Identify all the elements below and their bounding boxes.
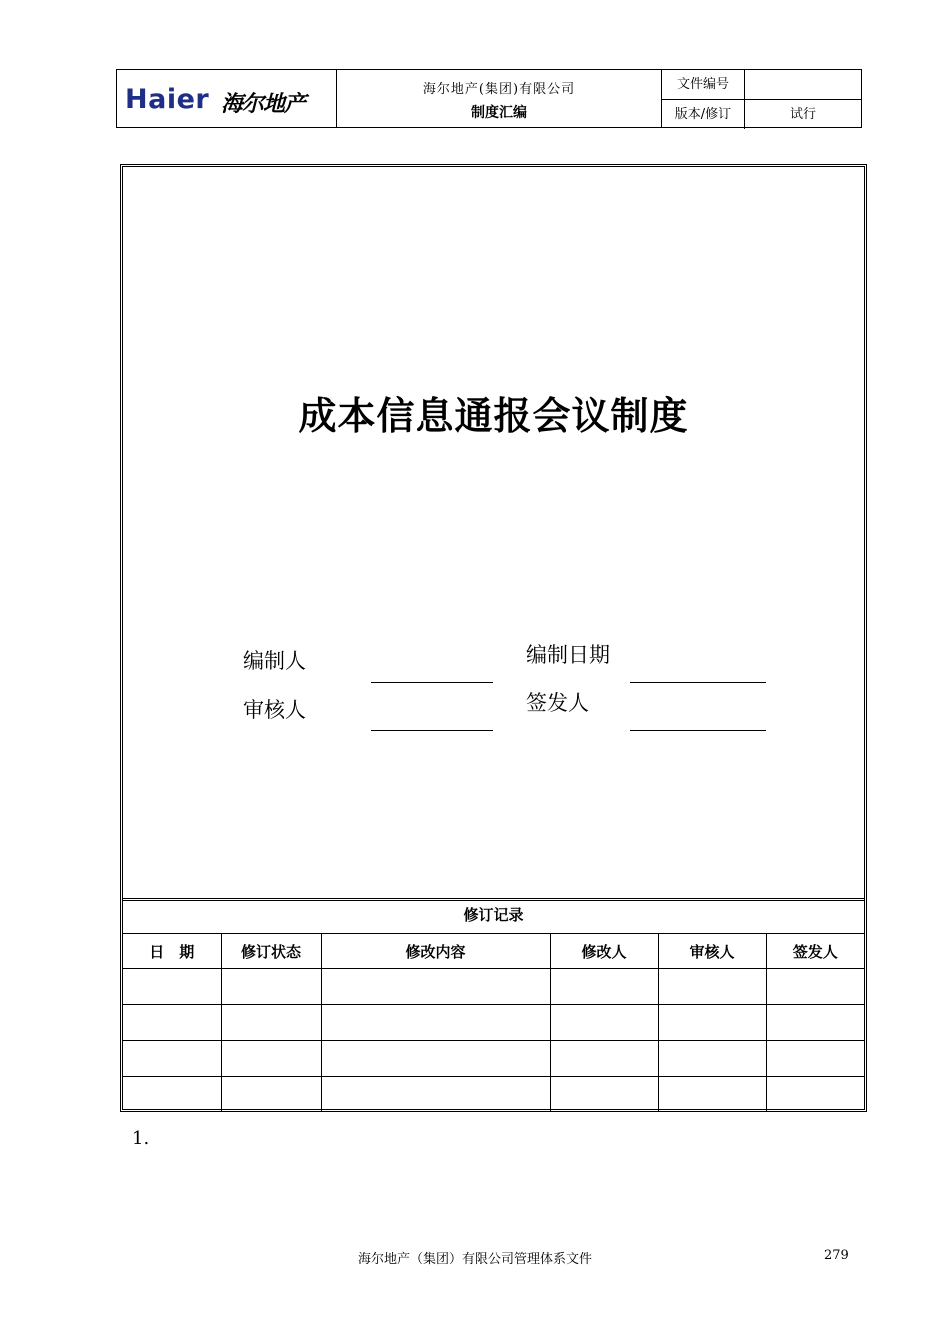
table-cell: [321, 1041, 550, 1077]
company-name: 海尔地产(集团)有限公司: [422, 82, 576, 97]
table-cell: [321, 969, 550, 1005]
table-cell: [550, 969, 658, 1005]
compiler-label: 编制人: [243, 649, 306, 673]
column-header-reviewer: 审核人: [658, 934, 766, 969]
table-cell: [123, 969, 221, 1005]
doc-number-label: 文件编号: [662, 70, 745, 99]
compile-date-label: 编制日期: [526, 643, 610, 667]
table-cell: [658, 1005, 766, 1041]
table-cell: [766, 969, 864, 1005]
revision-header-row: [123, 934, 864, 969]
table-cell: [550, 1077, 658, 1113]
reviewer-signature-line: [371, 730, 493, 731]
table-row: [123, 1041, 864, 1077]
table-cell: [321, 1077, 550, 1113]
logo-cell: [117, 70, 337, 127]
haier-realestate-logo-text: 海尔地产: [221, 92, 306, 117]
table-cell: [321, 1005, 550, 1041]
version-row: [662, 100, 861, 129]
header-title-cell: [337, 70, 662, 127]
table-cell: [550, 1005, 658, 1041]
table-cell: [766, 1077, 864, 1113]
version-value: 试行: [789, 107, 816, 122]
column-header-status: 修订状态: [221, 934, 321, 969]
issuer-label: 签发人: [526, 691, 589, 715]
compile-date-line: [630, 682, 766, 683]
document-series: 制度汇编: [471, 105, 527, 121]
table-row: [123, 1005, 864, 1041]
table-cell: [658, 1077, 766, 1113]
table-cell: [123, 1077, 221, 1113]
column-header-issuer: 签发人: [766, 934, 864, 969]
table-cell: [550, 1041, 658, 1077]
page-footer: 海尔地产（集团）有限公司管理体系文件: [357, 1252, 592, 1267]
cover-frame: [120, 164, 867, 1112]
header-meta-cell: [662, 70, 861, 127]
column-header-content: 修改内容: [321, 934, 550, 969]
page-number: 279: [824, 1248, 849, 1263]
compiler-signature-line: [371, 682, 493, 683]
doc-number-row: [662, 70, 861, 100]
doc-number-value: [745, 70, 861, 99]
table-cell: [221, 969, 321, 1005]
document-title: 成本信息通报会议制度: [298, 394, 689, 438]
table-cell: [123, 1041, 221, 1077]
table-cell: [123, 1005, 221, 1041]
table-cell: [221, 1041, 321, 1077]
reviewer-label: 审核人: [243, 698, 306, 722]
haier-logo: Haier: [125, 84, 210, 115]
table-row: [123, 1077, 864, 1113]
revision-record-title: 修订记录: [463, 906, 524, 924]
column-header-modifier: 修改人: [550, 934, 658, 969]
issuer-signature-line: [630, 730, 766, 731]
version-label: 版本/修订: [662, 100, 745, 129]
table-cell: [658, 969, 766, 1005]
list-item-number: 1.: [132, 1128, 150, 1149]
revision-separator: [123, 898, 864, 901]
table-cell: [658, 1041, 766, 1077]
table-cell: [766, 1005, 864, 1041]
table-cell: [221, 1077, 321, 1113]
table-cell: [221, 1005, 321, 1041]
revision-table: [123, 933, 864, 1112]
column-header-date: 日 期: [123, 934, 221, 969]
table-cell: [766, 1041, 864, 1077]
table-row: [123, 969, 864, 1005]
document-header: [116, 69, 862, 128]
